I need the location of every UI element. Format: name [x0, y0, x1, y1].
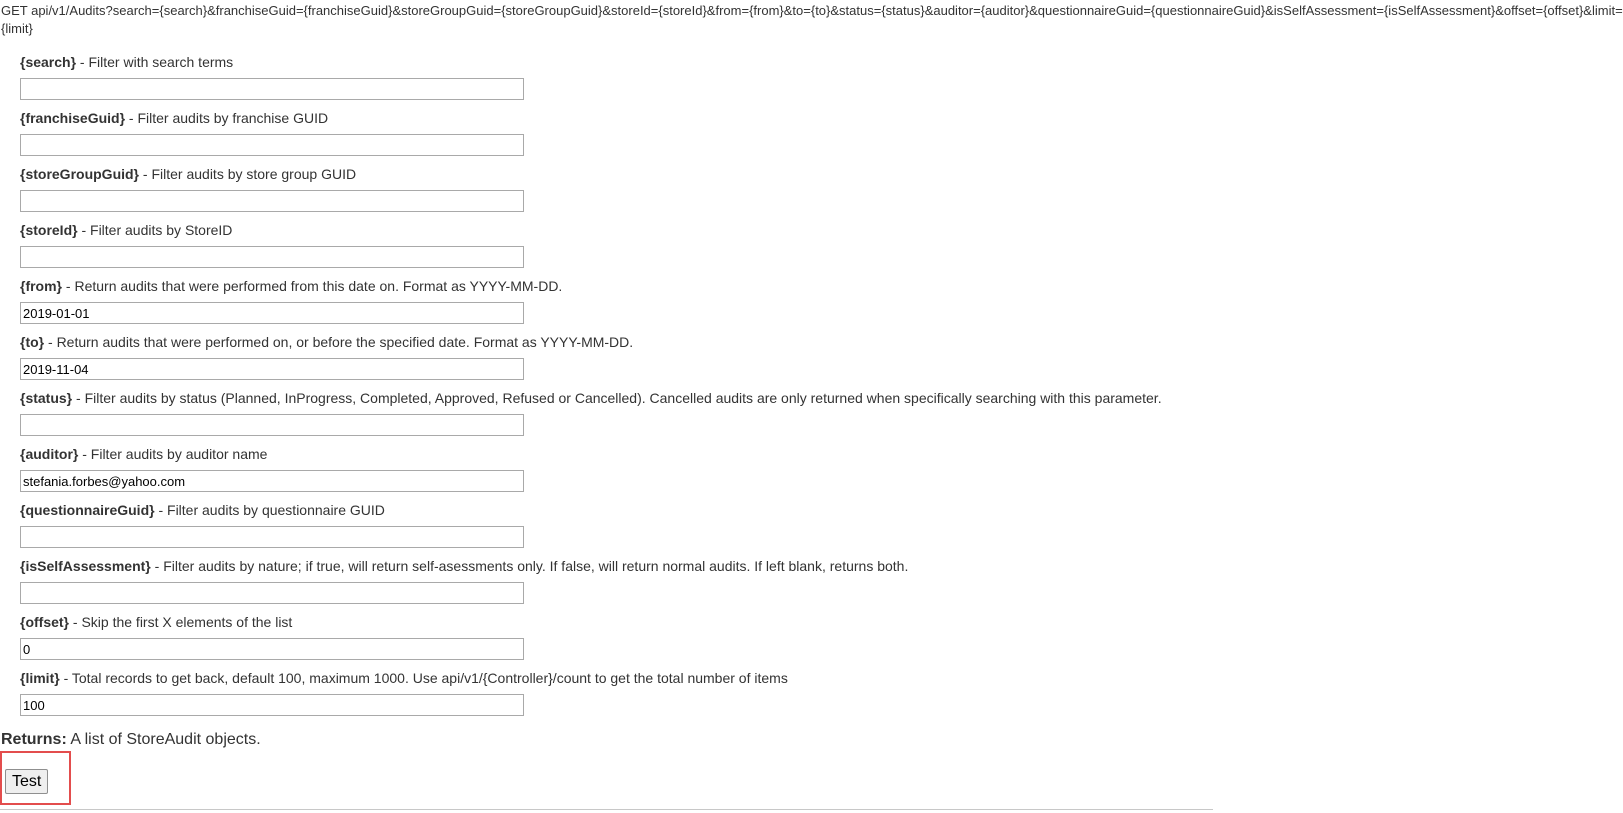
returns-text: A list of StoreAudit objects. [66, 731, 261, 748]
param-description: - Filter audits by nature; if true, will return self-asessments only. If false, will return normal audits. If left blank, returns both. [150, 558, 909, 574]
param-name: {auditor} [20, 446, 79, 462]
param-store-group-guid [20, 165, 1210, 221]
to-date-input[interactable] [20, 358, 524, 380]
param-store-id [20, 221, 1210, 277]
param-description: - Skip the first X elements of the list [69, 614, 293, 630]
search-input[interactable] [20, 78, 524, 100]
returns-info [1, 730, 261, 750]
param-description: - Filter audits by franchise GUID [125, 110, 329, 126]
is-self-assessment-input[interactable] [20, 582, 524, 604]
param-auditor [20, 445, 1210, 501]
auditor-input[interactable] [20, 470, 524, 492]
param-limit [20, 669, 1210, 725]
offset-input[interactable] [20, 638, 524, 660]
param-is-self-assessment [20, 557, 1210, 613]
parameter-list [20, 53, 1210, 725]
param-questionnaire-guid [20, 501, 1210, 557]
param-name: {isSelfAssessment} [20, 558, 151, 574]
questionnaire-guid-input[interactable] [20, 526, 524, 548]
param-name: {from} [20, 278, 63, 294]
param-franchise-guid [20, 109, 1210, 165]
param-to [20, 333, 1210, 389]
param-description: - Return audits that were performed from this date on. Format as YYYY-MM-DD. [62, 278, 563, 294]
param-search [20, 53, 1210, 109]
param-name: {franchiseGuid} [20, 110, 126, 126]
param-name: {search} [20, 54, 77, 70]
param-description: - Filter audits by auditor name [78, 446, 268, 462]
endpoint-url-line1: GET api/v1/Audits?search={search}&franchiseGuid={franchiseGuid}&storeGroupGuid={storeGroupGuid}&storeId={storeId}&from={from}&to={to}&status={status}&auditor={auditor}&questionnaireGuid={questionnaireGuid}&isSelfAssessment={isSelfAssessment}&offset={offset}&limit= [1, 3, 1623, 18]
param-name: {limit} [20, 670, 60, 686]
param-name: {questionnaireGuid} [20, 502, 155, 518]
test-button-highlight [0, 751, 71, 805]
param-description: - Filter audits by questionnaire GUID [154, 502, 385, 518]
param-description: - Return audits that were performed on, or before the specified date. Format as YYYY-MM-DD. [44, 334, 634, 350]
endpoint-url-line2: {limit} [1, 21, 33, 36]
param-name: {status} [20, 390, 73, 406]
divider [0, 809, 1213, 810]
param-description: - Filter with search terms [76, 54, 234, 70]
param-offset [20, 613, 1210, 669]
status-input[interactable] [20, 414, 524, 436]
param-name: {to} [20, 334, 45, 350]
param-status [20, 389, 1210, 445]
param-name: {storeId} [20, 222, 78, 238]
param-description: - Filter audits by status (Planned, InProgress, Completed, Approved, Refused or Cancelled). Cancelled audits are only returned when specifically searching with this parameter. [72, 390, 1162, 406]
limit-input[interactable] [20, 694, 524, 716]
store-group-guid-input[interactable] [20, 190, 524, 212]
param-description: - Filter audits by StoreID [77, 222, 233, 238]
param-name: {storeGroupGuid} [20, 166, 140, 182]
test-button[interactable]: Test [5, 769, 48, 794]
param-description: - Filter audits by store group GUID [139, 166, 357, 182]
returns-label: Returns: [1, 731, 67, 748]
franchise-guid-input[interactable] [20, 134, 524, 156]
param-description: - Total records to get back, default 100, maximum 1000. Use api/v1/{Controller}/count to get the total number of items [59, 670, 788, 686]
store-id-input[interactable] [20, 246, 524, 268]
param-from [20, 277, 1210, 333]
param-name: {offset} [20, 614, 70, 630]
endpoint-url [1, 2, 1623, 38]
from-date-input[interactable] [20, 302, 524, 324]
